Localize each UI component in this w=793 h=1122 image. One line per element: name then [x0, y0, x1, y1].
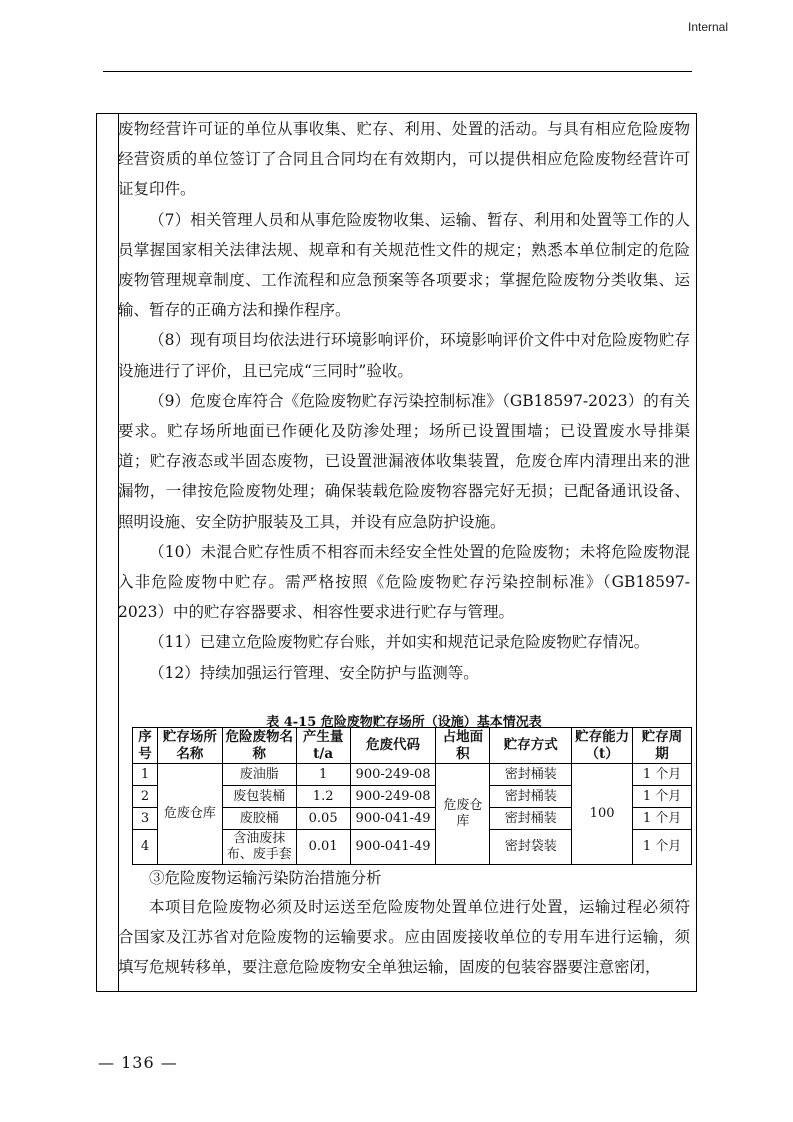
page-number-value: 136	[121, 1053, 155, 1072]
col-header-amount: 产生量t/a	[296, 728, 350, 764]
hazardous-waste-storage-table	[132, 727, 692, 865]
cell-period: 1 个月	[633, 764, 692, 786]
cell-period: 1 个月	[633, 786, 692, 808]
cell-amount: 0.05	[296, 808, 350, 830]
frame-left-column	[97, 114, 119, 991]
paragraph-item-12: （12）持续加强运行管理、安全防护与监测等。	[149, 663, 479, 682]
page-number: — 136 —	[98, 1053, 178, 1072]
col-header-area: 占地面积	[436, 728, 490, 764]
cell-waste-name: 废包装桶	[222, 786, 296, 808]
table-row	[133, 764, 692, 786]
paragraph-item-8: （8）现有项目均依法进行环境影响评价，环境影响评价文件中对危险废物贮存设施进行了评价，且已完成“三同时”验收。	[118, 331, 690, 380]
transport-paragraph: 本项目危险废物必须及时运送至危险废物处置单位进行处置，运输过程必须符合国家及江苏省对危险废物的运输要求。应由固废接收单位的专用车进行运输，须填写危规转移单，要注意危险废物安全单独运输，固废的包装容器要注意密闭，	[118, 898, 690, 977]
transport-section	[118, 866, 690, 983]
table-caption: 表 4-15 危险废物贮存场所（设施）基本情况表	[266, 715, 542, 730]
cell-code: 900-041-49	[350, 830, 436, 865]
cell-method: 密封袋装	[490, 830, 572, 865]
paragraph-item-9: （9）危废仓库符合《危险废物贮存污染控制标准》（GB18597-2023）的有关要求。贮存场所地面已作硬化及防渗处理；场所已设置围墙；已设置废水导排渠道；贮存液态或半固态废物，已设置泄漏液体收集装置，危废仓库内清理出来的泄漏物，一律按危险废物处理；确保装载危险废物容器完好无损；已配备通讯设备、照明设施、安全防护服装及工具，并设有应急防护设施。	[118, 391, 690, 531]
cell-amount: 1.2	[296, 786, 350, 808]
col-header-place: 贮存场所名称	[157, 728, 222, 764]
col-header-waste-name: 危险废物名称	[222, 728, 296, 764]
cell-waste-name: 含油废抹布、废手套	[222, 830, 296, 865]
internal-label: Internal	[688, 20, 729, 34]
paragraph-item-7: （7）相关管理人员和从事危险废物收集、运输、暂存、利用和处置等工作的人员掌握国家相关法律法规、规章和有关规范性文件的规定；熟悉本单位制定的危险废物管理规章制度、工作流程和应急预案等各项要求；掌握危险废物分类收集、运输、暂存的正确方法和操作程序。	[118, 210, 690, 320]
col-header-code: 危废代码	[350, 728, 436, 764]
cell-area: 危废仓库	[436, 764, 490, 865]
cell-waste-name: 废油脂	[222, 764, 296, 786]
cell-no: 1	[133, 764, 158, 786]
cell-method: 密封桶装	[490, 808, 572, 830]
cell-code: 900-249-08	[350, 764, 436, 786]
cell-waste-name: 废胶桶	[222, 808, 296, 830]
paragraph-item-11: （11）已建立危险废物贮存台账，并如实和规范记录危险废物贮存情况。	[149, 633, 650, 652]
section-subheading: ③危险废物运输污染防治措施分析	[149, 869, 382, 887]
cell-period: 1 个月	[633, 808, 692, 830]
cell-code: 900-041-49	[350, 808, 436, 830]
cell-no: 4	[133, 830, 158, 865]
col-header-no: 序号	[133, 728, 158, 764]
header-rule	[103, 71, 692, 72]
paragraph-item-10: （10）未混合贮存性质不相容而未经安全性处置的危险废物；未将危险废物混入非危险废物中贮存。需严格按照《危险废物贮存污染控制标准》（GB18597-2023）中的贮存容器要求、相容性要求进行贮存与管理。	[118, 542, 690, 622]
cell-code: 900-249-08	[350, 786, 436, 808]
table-header-row	[133, 728, 692, 764]
cell-capacity: 100	[572, 764, 633, 865]
body-text	[118, 113, 690, 688]
paragraph-continuation: 废物经营许可证的单位从事收集、贮存、利用、处置的活动。与具有相应危险废物经营资质的单位签订了合同且合同均在有效期内，可以提供相应危险废物经营许可证复印件。	[118, 120, 690, 199]
col-header-period: 贮存周期	[633, 728, 692, 764]
cell-place: 危废仓库	[157, 764, 222, 865]
cell-method: 密封桶装	[490, 764, 572, 786]
col-header-method: 贮存方式	[490, 728, 572, 764]
cell-no: 2	[133, 786, 158, 808]
col-header-capacity: 贮存能力（t）	[572, 728, 633, 764]
cell-amount: 1	[296, 764, 350, 786]
cell-method: 密封桶装	[490, 786, 572, 808]
cell-no: 3	[133, 808, 158, 830]
cell-amount: 0.01	[296, 830, 350, 865]
cell-period: 1 个月	[633, 830, 692, 865]
